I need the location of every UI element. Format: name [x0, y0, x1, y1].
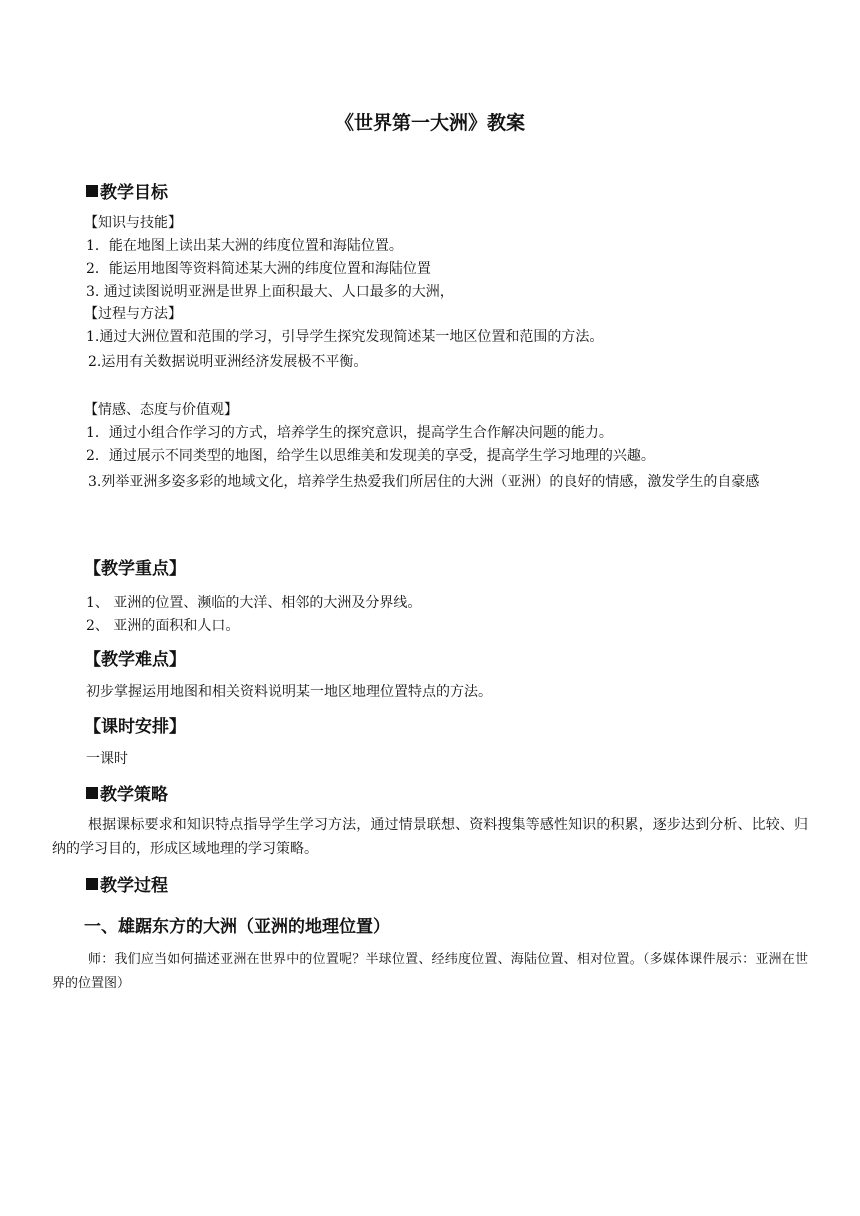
black-square-bullet-icon: [86, 787, 98, 799]
knowledge-item-1: 1．能在地图上读出某大洲的纬度位置和海陆位置。: [86, 238, 403, 254]
process-main-heading-text: 教学过程: [100, 876, 168, 896]
document-title: 《世界第一大洲》教案: [334, 112, 525, 134]
objectives-heading-text: 教学目标: [100, 183, 168, 203]
emotion-item-1: 1．通过小组合作学习的方式，培养学生的探究意识，提高学生合作解决问题的能力。: [86, 425, 613, 441]
emotion-item-2: 2．通过展示不同类型的地图，给学生以思维美和发现美的享受，提高学生学习地理的兴趣。: [86, 448, 655, 464]
strategy-text: 根据课标要求和知识特点指导学生学习方法，通过情景联想、资料搜集等感性知识的积累，逐步达到分析、比较、归纳的学习目的，形成区域地理的学习策略。: [52, 817, 808, 857]
black-square-bullet-icon: [86, 878, 98, 890]
schedule-text: 一课时: [86, 751, 128, 767]
section1-heading: 一、雄踞东方的大洲（亚洲的地理位置）: [84, 917, 390, 937]
section1-text: 师：我们应当如何描述亚洲在世界中的位置呢？半球位置、经纬度位置、海陆位置、相对位置。（多媒体课件展示：亚洲在世界的位置图）: [52, 952, 808, 991]
process-main-heading: [86, 871, 168, 896]
knowledge-item-2: 2．能运用地图等资料简述某大洲的纬度位置和海陆位置: [86, 261, 431, 277]
keypoints-item-1: 1、 亚洲的位置、濒临的大洋、相邻的大洲及分界线。: [86, 595, 422, 611]
emotion-item-3: 3.列举亚洲多姿多彩的地域文化，培养学生热爱我们所居住的大洲（亚洲）的良好的情感，激发学生的自豪感: [88, 474, 760, 490]
keypoints-item-2: 2、 亚洲的面积和人口。: [86, 618, 240, 634]
black-square-bullet-icon: [86, 185, 98, 197]
strategy-heading-text: 教学策略: [100, 785, 168, 805]
difficulty-text: 初步掌握运用地图和相关资料说明某一地区地理位置特点的方法。: [86, 684, 492, 700]
keypoints-heading: 【教学重点】: [84, 559, 186, 579]
process-method-item-2: 2.运用有关数据说明亚洲经济发展极不平衡。: [88, 354, 368, 370]
objectives-heading: [86, 178, 168, 203]
strategy-heading: [86, 780, 168, 805]
emotion-heading: 【情感、态度与价值观】: [84, 402, 238, 418]
process-method-heading: 【过程与方法】: [84, 306, 182, 322]
difficulty-heading: 【教学难点】: [84, 650, 186, 670]
schedule-heading: 【课时安排】: [84, 717, 186, 737]
process-method-item-1: 1.通过大洲位置和范围的学习，引导学生探究发现简述某一地区位置和范围的方法。: [86, 329, 604, 345]
knowledge-heading: 【知识与技能】: [84, 215, 182, 231]
knowledge-item-3: 3. 通过读图说明亚洲是世界上面积最大、人口最多的大洲，: [86, 284, 454, 300]
